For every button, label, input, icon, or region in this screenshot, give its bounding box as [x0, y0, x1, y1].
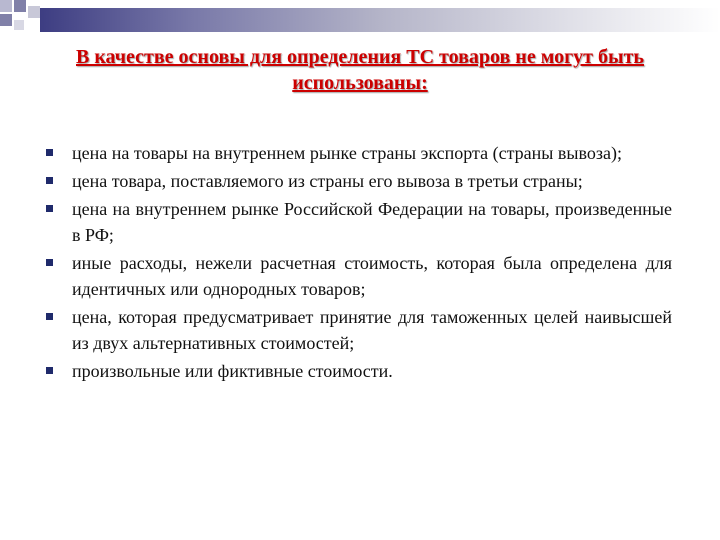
bullet-list: [46, 140, 672, 384]
square-bullet-icon: [46, 367, 53, 374]
square-bullet-icon: [46, 259, 53, 266]
list-item: [46, 304, 672, 356]
square-bullet-icon: [46, 205, 53, 212]
corner-square: [0, 14, 12, 26]
square-bullet-icon: [46, 149, 53, 156]
list-item: [46, 168, 672, 194]
square-bullet-icon: [46, 177, 53, 184]
list-item: [46, 358, 672, 384]
corner-square: [0, 0, 12, 12]
list-item: [46, 196, 672, 248]
header-gradient-bar: [40, 8, 720, 32]
corner-square: [14, 20, 24, 30]
list-item: [46, 250, 672, 302]
bullet-text: цена, которая предусматривает принятие для таможенных целей наивысшей из двух альтернативных стоимостей;: [72, 307, 672, 353]
square-bullet-icon: [46, 313, 53, 320]
bullet-text: цена на внутреннем рынке Российской Федерации на товары, произведенные в РФ;: [72, 199, 672, 245]
bullet-text: цена товара, поставляемого из страны его вывоза в третьи страны;: [72, 171, 583, 191]
slide-title: В качестве основы для определения ТС товаров не могут быть использованы:: [76, 46, 644, 94]
bullet-text: произвольные или фиктивные стоимости.: [72, 361, 393, 381]
list-item: [46, 140, 672, 166]
bullet-text: цена на товары на внутреннем рынке страны экспорта (страны вывоза);: [72, 143, 622, 163]
corner-square: [28, 6, 40, 18]
corner-square: [14, 0, 26, 12]
bullet-text: иные расходы, нежели расчетная стоимость, которая была определена для идентичных или однородных товаров;: [72, 253, 672, 299]
